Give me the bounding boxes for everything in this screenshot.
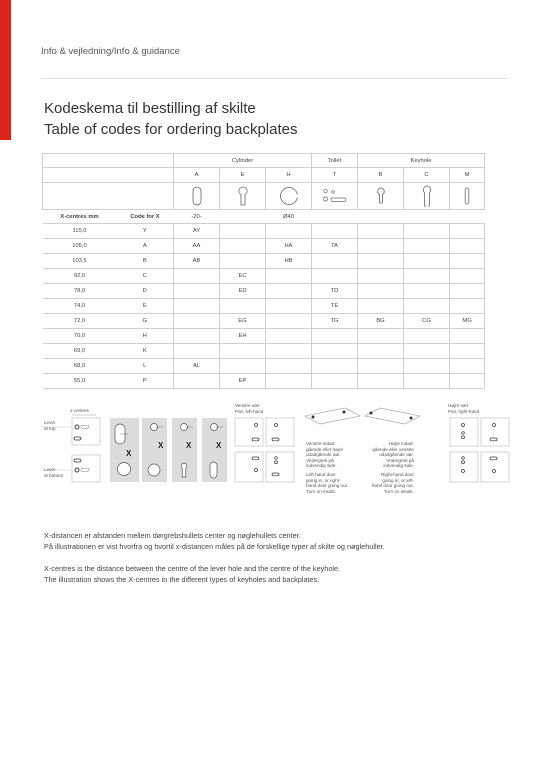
- code-a: A: [174, 168, 220, 183]
- title-danish: Kodeskema til bestilling af skilte: [44, 100, 256, 117]
- cell-code: H: [117, 329, 174, 344]
- cell-x: 105,0: [43, 239, 117, 254]
- pair-left-bottom-2: [266, 452, 294, 482]
- pair-right-bottom: [450, 452, 478, 482]
- right-description-danish: Højre indad- gående eller venstre udadgående dør. Vridergreb på indvendig side.: [372, 441, 414, 469]
- cell-a: AY: [174, 224, 220, 239]
- cell-code: K: [117, 344, 174, 359]
- note-english-2: The illustration shows the X-centres in the different types of keyholes and backplates.: [44, 575, 320, 584]
- cell-code: P: [117, 374, 174, 389]
- cell-code: E: [117, 299, 174, 314]
- door-left-sketch: [305, 408, 360, 424]
- single-plate-bottom: [72, 455, 100, 482]
- left-description-danish: Venstre indad- gående eller højre udadgående dør. Vridergreb på indvendig side.: [306, 441, 344, 469]
- cell-x: 92,0: [43, 269, 117, 284]
- backplate-a: [110, 418, 139, 482]
- cell-t: TE: [312, 299, 358, 314]
- cell-code: C: [117, 269, 174, 284]
- door-right-sketch: [365, 408, 420, 424]
- pair-left-bottom: [235, 452, 263, 482]
- cell-e: EH: [220, 329, 266, 344]
- code-t: T: [312, 168, 358, 183]
- cell-code: B: [117, 254, 174, 269]
- pair-right-bottom-2: [481, 452, 509, 482]
- single-plate-top: [72, 418, 100, 445]
- cell-code: Y: [117, 224, 174, 239]
- pair-right-top-2: [481, 418, 509, 446]
- cell-c: CG: [404, 314, 450, 329]
- cell-a: AB: [174, 254, 220, 269]
- cell-e: EG: [220, 314, 266, 329]
- left-description-english: Left-hand door going in, or right- hand door going out. Turn on inside.: [306, 472, 349, 494]
- group-cylinder: Cylinder: [174, 154, 312, 168]
- cell-x: 72,0: [43, 314, 117, 329]
- code-m: M: [450, 168, 485, 183]
- cell-code: D: [117, 284, 174, 299]
- backplate-h: [142, 418, 167, 482]
- x-marker-h: X: [158, 441, 164, 450]
- code-e: E: [220, 168, 266, 183]
- backplate-e: [172, 418, 197, 482]
- cell-x: 115,0: [43, 224, 117, 239]
- pair-left-top-2: [266, 418, 294, 446]
- cell-code: A: [117, 239, 174, 254]
- cell-code: L: [117, 359, 174, 374]
- cell-code: G: [117, 314, 174, 329]
- cell-x: 103,5: [43, 254, 117, 269]
- cell-t: TG: [312, 314, 358, 329]
- lever-bottom-label: Lever at bottom: [44, 467, 64, 478]
- code-h: H: [266, 168, 312, 183]
- group-keyhole: Keyhole: [358, 154, 485, 168]
- cell-a: AL: [174, 359, 220, 374]
- left-pair-title: Venstre sæt Pair, left-hand: [235, 403, 264, 414]
- pair-left-top: [235, 418, 263, 446]
- col-xcentres: X-centres mm: [43, 210, 117, 224]
- x-marker-a: X: [126, 449, 132, 458]
- note-danish-1: X-distancen er afstanden mellem dørgrebshullets center og nøglehullets center.: [44, 531, 301, 540]
- title-english: Table of codes for ordering backplates: [44, 121, 298, 138]
- cell-x: 74,0: [43, 299, 117, 314]
- right-description-english: Right-hand door going in, or left- hand door going out. Turn on inside.: [371, 472, 414, 494]
- pair-right-top: [450, 418, 478, 446]
- cell-x: 78,0: [43, 284, 117, 299]
- cell-x: 69,0: [43, 344, 117, 359]
- x-marker-m: X: [216, 441, 222, 450]
- cell-e: EC: [220, 269, 266, 284]
- code-b: B: [358, 168, 404, 183]
- col-a-dimension: -20-: [174, 210, 220, 224]
- group-toilet: Toilet: [312, 154, 358, 168]
- cell-t: TD: [312, 284, 358, 299]
- code-c: C: [404, 168, 450, 183]
- cell-h: HB: [266, 254, 312, 269]
- right-pair-title: Højre sæt Pair, right-hand: [448, 403, 480, 414]
- note-english-1: X-centres is the distance between the centre of the lever hole and the centre of the keyhole.: [44, 564, 341, 573]
- xcentres-label: x-centres: [70, 408, 89, 413]
- cell-e: ED: [220, 284, 266, 299]
- cell-e: EP: [220, 374, 266, 389]
- cell-m: MG: [450, 314, 485, 329]
- col-code: Code for X: [117, 210, 174, 224]
- cell-h: HA: [266, 239, 312, 254]
- cell-t: TA: [312, 239, 358, 254]
- cell-x: 70,0: [43, 329, 117, 344]
- breadcrumb: Info & vejledning/Info & guidance: [41, 46, 180, 57]
- cell-x: 55,0: [43, 374, 117, 389]
- x-marker-e: X: [186, 441, 192, 450]
- cell-a: AA: [174, 239, 220, 254]
- backplate-m: [202, 418, 227, 482]
- cell-x: 68,0: [43, 359, 117, 374]
- note-danish-2: På illustrationen er vist hvorfra og hvortil x-distancen måles på de forskellige typer af skilte og nøglehuller.: [44, 542, 385, 551]
- lever-top-label: Lever at top: [44, 420, 56, 431]
- cell-b: BG: [358, 314, 404, 329]
- col-h-dimension: Ø40: [266, 210, 312, 224]
